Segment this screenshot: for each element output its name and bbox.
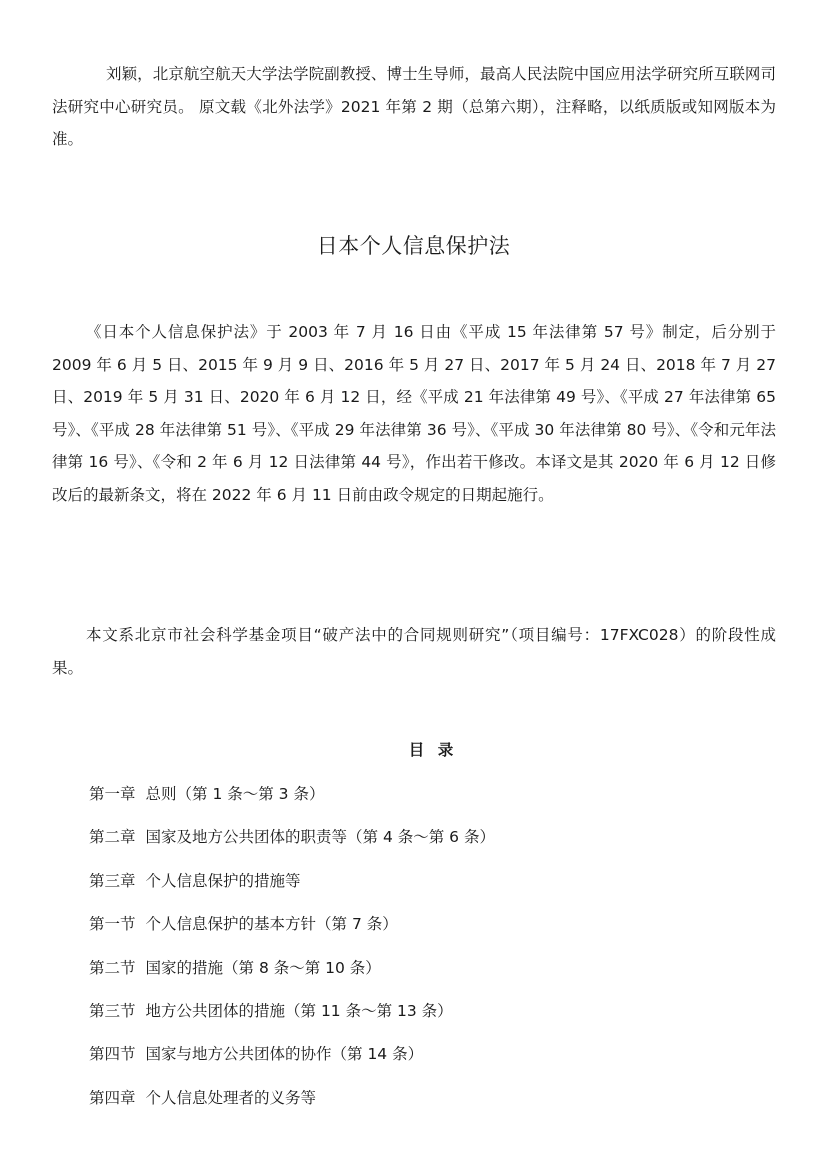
toc-item-number: 第二节 — [89, 958, 136, 977]
toc-item — [89, 908, 495, 951]
toc-item — [89, 865, 495, 908]
toc-item — [89, 778, 495, 821]
toc-item-text: 国家及地方公共团体的职责等（第 4 条～第 6 条） — [145, 828, 495, 847]
table-of-contents — [89, 778, 495, 1125]
toc-item-number: 第四章 — [89, 1088, 136, 1107]
toc-item-number: 第四节 — [89, 1045, 136, 1064]
toc-item-number: 第一章 — [89, 785, 136, 803]
toc-item-number: 第三章 — [89, 871, 136, 890]
toc-item — [89, 952, 495, 995]
toc-item-number: 第二章 — [89, 828, 136, 847]
toc-item-text: 个人信息处理者的义务等 — [145, 1088, 317, 1107]
toc-item-text: 个人信息保护的基本方针（第 7 条） — [145, 915, 398, 934]
toc-item — [89, 821, 495, 864]
toc-item — [89, 1038, 495, 1081]
toc-item-number: 第三节 — [89, 1001, 136, 1020]
toc-item — [89, 1082, 495, 1125]
toc-item-text: 国家的措施（第 8 条～第 10 条） — [145, 958, 381, 977]
toc-item — [89, 995, 495, 1038]
toc-item-text: 个人信息保护的措施等 — [145, 871, 301, 890]
document-title: 日本个人信息保护法 — [316, 234, 511, 258]
toc-item-text: 总则（第 1 条～第 3 条） — [145, 785, 325, 803]
author-note: 刘颖，北京航空航天大学法学院副教授、博士生导师，最高人民法院中国应用法学研究所互联网司法研究中心研究员。 原文载《北外法学》2021 年第 2 期（总第六期），注释略，以纸质版或知网版本为准。 — [52, 65, 776, 148]
toc-item-number: 第一节 — [89, 915, 136, 934]
toc-item-text: 地方公共团体的措施（第 11 条～第 13 条） — [145, 1001, 453, 1020]
toc-item-text: 国家与地方公共团体的协作（第 14 条） — [145, 1045, 424, 1064]
toc-heading: 目 录 — [408, 741, 458, 759]
funding-note: 本文系北京市社会科学基金项目“破产法中的合同规则研究”（项目编号：17FXC028）的阶段性成果。 — [52, 626, 776, 677]
intro-paragraph: 《日本个人信息保护法》于 2003 年 7 月 16 日由《平成 15 年法律第 57 号》制定，后分别于 2009 年 6 月 5 日、2015 年 9 月 9 日、2016 年 5 月 27 日、2017 年 5 月 24 日、2018 年 7 月 27 日、2019 年 5 月 31 日、2020 年 6 月 12 日，经《平成 21 年法律第 49 号》、《平成 27 年法律第 65 号》、《平成 28 年法律第 51 号》、《平成 29 年法律第 36 号》、《平成 30 年法律第 80 号》、《令和元年法律第 16 号》、《令和 2 年 6 月 12 日法律第 44 号》，作出若干修改。本译文是其 2020 年 6 月 12 日修改后的最新条文，将在 2022 年 6 月 11 日前由政令规定的日期起施行。 — [52, 323, 776, 504]
